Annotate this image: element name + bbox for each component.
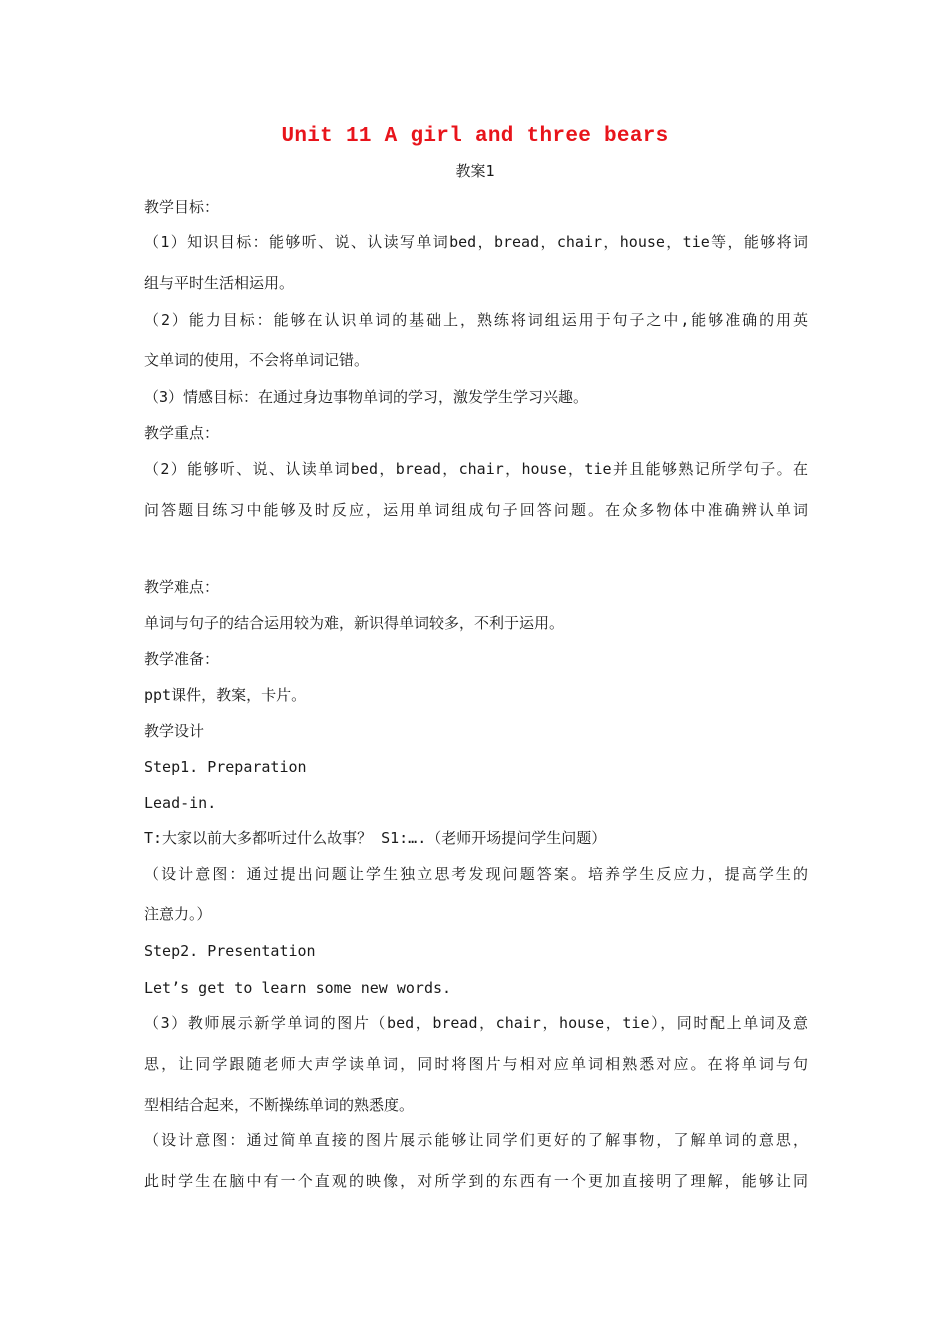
- paragraph-line: （设计意图：通过提出问题让学生独立思考发现问题答案。培养学生反应力，提高学生的: [144, 865, 808, 883]
- document-title: Unit 11 A girl and three bears: [281, 125, 669, 148]
- heading-objectives: 教学目标：: [144, 198, 220, 216]
- paragraph-line: Let’s get to learn some new words.: [144, 979, 452, 997]
- paragraph-line: T:大家以前大多都听过什么故事？ S1:….（老师开场提问学生问题）: [144, 829, 607, 847]
- paragraph-line: （3）教师展示新学单词的图片（bed，bread，chair，house，tie），同时配上单词及意: [144, 1014, 808, 1032]
- paragraph-line: 问答题目练习中能够及时反应，运用单词组成句子回答问题。在众多物体中准确辨认单词: [144, 501, 808, 519]
- paragraph-line: （1）知识目标：能够听、说、认读写单词bed，bread，chair，house，tie等，能够将词: [144, 233, 808, 251]
- paragraph-line: （2）能够听、说、认读单词bed，bread，chair，house，tie并且能够熟记所学句子。在: [144, 460, 808, 478]
- paragraph-line: 组与平时生活相运用。: [144, 274, 295, 292]
- paragraph-line: 注意力。）: [144, 905, 212, 923]
- paragraph-line: 此时学生在脑中有一个直观的映像，对所学到的东西有一个更加直接明了理解，能够让同: [144, 1172, 808, 1190]
- paragraph-line: 思，让同学跟随老师大声学读单词，同时将图片与相对应单词相熟悉对应。在将单词与句: [144, 1055, 808, 1073]
- paragraph-line: ppt课件，教案，卡片。: [144, 686, 307, 704]
- step-heading: Step1. Preparation: [144, 758, 307, 776]
- heading-key-points: 教学重点：: [144, 424, 220, 442]
- step-heading: Step2. Presentation: [144, 942, 316, 960]
- heading-preparation: 教学准备：: [144, 650, 220, 668]
- paragraph-line: 文单词的使用，不会将单词记错。: [144, 351, 370, 369]
- paragraph-line: Lead-in.: [144, 794, 217, 812]
- document-subtitle: 教案1: [455, 162, 495, 180]
- heading-difficulties: 教学难点：: [144, 578, 220, 596]
- paragraph-line: 单词与句子的结合运用较为难，新识得单词较多，不利于运用。: [144, 614, 565, 632]
- paragraph-line: （3）情感目标：在通过身边事物单词的学习，激发学生学习兴趣。: [144, 388, 589, 406]
- heading-design: 教学设计: [144, 722, 205, 740]
- paragraph-line: （设计意图：通过简单直接的图片展示能够让同学们更好的了解事物，了解单词的意思，: [144, 1131, 808, 1149]
- paragraph-line: 型相结合起来，不断操练单词的熟悉度。: [144, 1096, 415, 1114]
- paragraph-line: （2）能力目标：能够在认识单词的基础上，熟练将词组运用于句子之中,能够准确的用英: [144, 311, 808, 329]
